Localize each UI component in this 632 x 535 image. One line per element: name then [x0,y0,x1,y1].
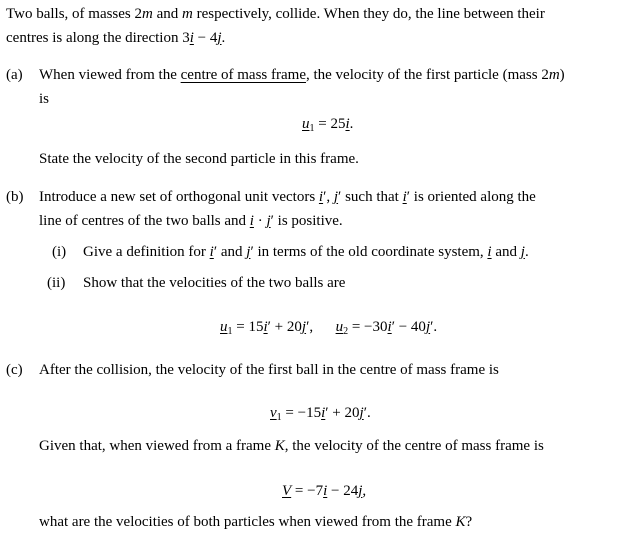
part-b-sub-ii-marker: (ii) [47,275,66,291]
part-c-line-1: After the collision, the velocity of the first ball in the centre of mass frame is [39,362,499,378]
part-c-equation-1: $v_1 = -15i' + 20j'$. [270,405,371,423]
part-a-line-1: When viewed from the centre of mass frame, the velocity of the first particle (mass 2m) [39,67,565,83]
part-c-marker: (c) [6,362,23,378]
part-a-marker: (a) [6,67,23,83]
part-c-equation-2: V = −7i − 24j, [282,483,367,499]
part-a-question: State the velocity of the second particle in this frame. [39,151,359,167]
part-b-line-2: line of centres of the two balls and i · j′ is positive. [39,213,343,229]
intro-line-1 [6,5,545,23]
part-a-line-2: is [39,91,50,107]
part-a-equation: $u_1 = 25i$. [302,116,354,134]
part-b-marker: (b) [6,189,24,205]
unit-vector-j: j [217,30,222,46]
centre-of-mass-frame-link[interactable]: centre of mass frame [180,67,306,83]
intro-text-1: Two balls, of masses 2m and m respectively, collide. When they do, the line between their [6,6,545,22]
part-b-sub-ii: Show that the velocities of the two balls are [83,275,346,291]
part-c-line-3: what are the velocities of both particles when viewed from the frame K? [39,514,473,530]
part-b-sub-i-marker: (i) [52,244,67,260]
part-b-equations: $u_1 = 15i' + 20j'$, $u_2 = -30i' - 40j'$. [220,319,438,337]
unit-vector-i: i [189,30,194,46]
part-b-line-1: Introduce a new set of orthogonal unit vectors i′, j′ such that i′ is oriented along the [39,189,536,205]
part-b-sub-i: Give a definition for i′ and j′ in terms of the old coordinate system, i and j. [83,244,529,260]
part-c-line-2: Given that, when viewed from a frame K, the velocity of the centre of mass frame is [39,438,544,454]
intro-line-2: centres is along the direction 3i − 4j. [6,30,226,46]
